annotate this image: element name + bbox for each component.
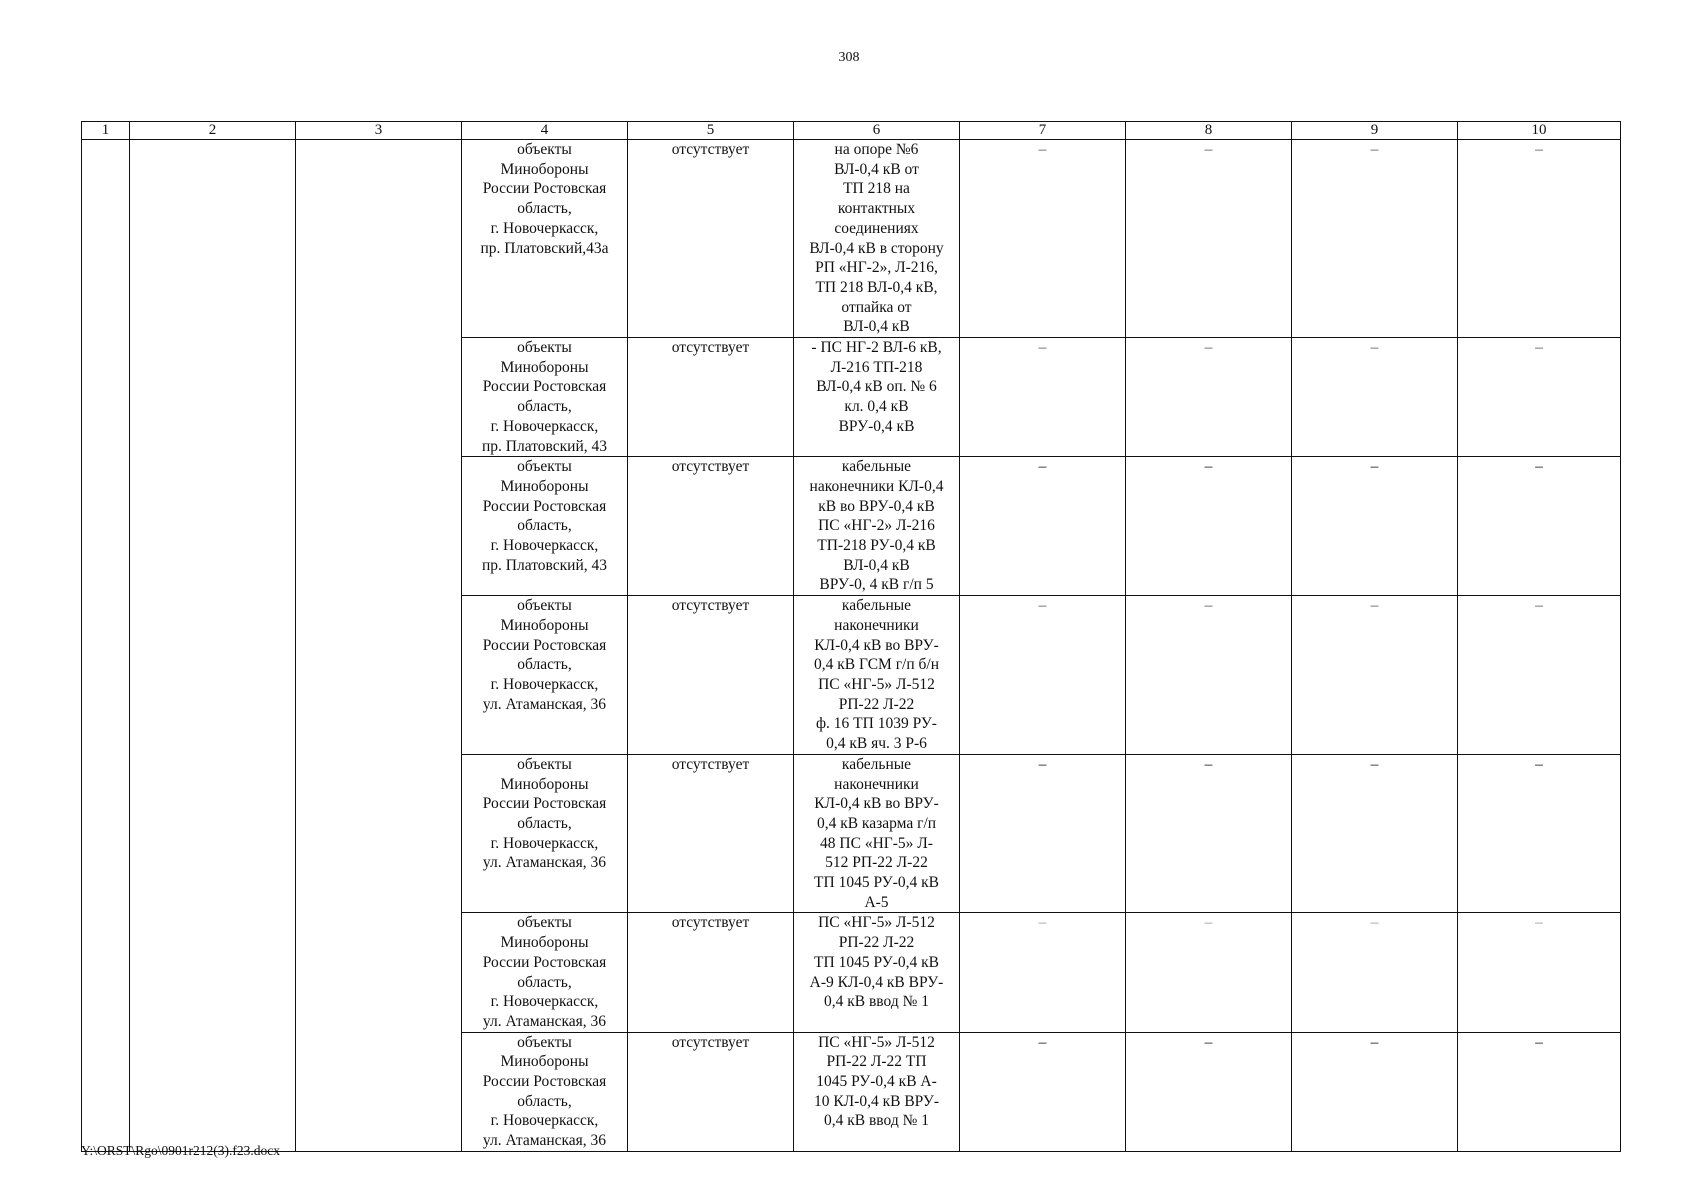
cell-col8: – bbox=[1126, 140, 1292, 338]
column-header: 8 bbox=[1126, 122, 1292, 140]
column-header: 10 bbox=[1458, 122, 1621, 140]
cell-object: объекты Минобороны России Ростовская область, г. Новочеркасск, ул. Атаманская, 36 bbox=[462, 754, 628, 913]
cell-col9: – bbox=[1292, 754, 1458, 913]
column-header: 6 bbox=[794, 122, 960, 140]
cell-status: отсутствует bbox=[628, 338, 794, 457]
cell-object: объекты Минобороны России Ростовская область, г. Новочеркасск, пр. Платовский, 43 bbox=[462, 457, 628, 596]
cell-col10: – bbox=[1458, 457, 1621, 596]
cell-col9: – bbox=[1292, 457, 1458, 596]
cell-col3-merged bbox=[296, 140, 462, 1152]
column-header: 1 bbox=[82, 122, 130, 140]
cell-location: - ПС НГ-2 ВЛ-6 кВ, Л-216 ТП-218 ВЛ-0,4 кВ оп. № 6 кл. 0,4 кВ ВРУ-0,4 кВ bbox=[794, 338, 960, 457]
cell-location: ПС «НГ-5» Л-512 РП-22 Л-22 ТП 1045 РУ-0,4 кВ А-9 КЛ-0,4 кВ ВРУ- 0,4 кВ ввод № 1 bbox=[794, 913, 960, 1032]
file-path-footer: Y:\ORST\Rgo\0901r212(3).f23.docx bbox=[81, 1143, 280, 1158]
cell-col7: – bbox=[960, 596, 1126, 755]
cell-col10: – bbox=[1458, 1032, 1621, 1151]
cell-status: отсутствует bbox=[628, 1032, 794, 1151]
cell-col7: – bbox=[960, 457, 1126, 596]
cell-col10: – bbox=[1458, 338, 1621, 457]
cell-col9: – bbox=[1292, 338, 1458, 457]
cell-col7: – bbox=[960, 913, 1126, 1032]
cell-object: объекты Минобороны России Ростовская область, г. Новочеркасск, пр. Платовский, 43 bbox=[462, 338, 628, 457]
cell-object: объекты Минобороны России Ростовская область, г. Новочеркасск, пр. Платовский,43а bbox=[462, 140, 628, 338]
cell-col1-merged bbox=[82, 140, 130, 1152]
column-header: 9 bbox=[1292, 122, 1458, 140]
cell-col8: – bbox=[1126, 338, 1292, 457]
page-number: 308 bbox=[838, 50, 860, 65]
cell-col10: – bbox=[1458, 140, 1621, 338]
cell-col10: – bbox=[1458, 913, 1621, 1032]
cell-col10: – bbox=[1458, 596, 1621, 755]
cell-col9: – bbox=[1292, 1032, 1458, 1151]
cell-location: кабельные наконечники КЛ-0,4 кВ во ВРУ- 0,4 кВ ГСМ г/п б/н ПС «НГ-5» Л-512 РП-22 Л-22 ф. 16 ТП 1039 РУ- 0,4 кВ яч. 3 Р-6 bbox=[794, 596, 960, 755]
column-header: 2 bbox=[130, 122, 296, 140]
cell-col2-merged bbox=[130, 140, 296, 1152]
cell-col8: – bbox=[1126, 457, 1292, 596]
cell-col9: – bbox=[1292, 913, 1458, 1032]
cell-object: объекты Минобороны России Ростовская область, г. Новочеркасск, ул. Атаманская, 36 bbox=[462, 913, 628, 1032]
column-header: 5 bbox=[628, 122, 794, 140]
cell-status: отсутствует bbox=[628, 457, 794, 596]
cell-object: объекты Минобороны России Ростовская область, г. Новочеркасск, ул. Атаманская, 36 bbox=[462, 596, 628, 755]
cell-col8: – bbox=[1126, 596, 1292, 755]
cell-col8: – bbox=[1126, 1032, 1292, 1151]
cell-location: на опоре №6 ВЛ-0,4 кВ от ТП 218 на контактных соединениях ВЛ-0,4 кВ в сторону РП «НГ-2», Л-216, ТП 218 ВЛ-0,4 кВ, отпайка от ВЛ-0,4 кВ bbox=[794, 140, 960, 338]
cell-col9: – bbox=[1292, 596, 1458, 755]
cell-col7: – bbox=[960, 754, 1126, 913]
cell-col8: – bbox=[1126, 913, 1292, 1032]
cell-col10: – bbox=[1458, 754, 1621, 913]
table-row bbox=[82, 140, 1621, 338]
cell-col9: – bbox=[1292, 140, 1458, 338]
cell-col7: – bbox=[960, 1032, 1126, 1151]
table-header-row bbox=[82, 122, 1621, 140]
cell-col7: – bbox=[960, 338, 1126, 457]
cell-status: отсутствует bbox=[628, 596, 794, 755]
column-header: 7 bbox=[960, 122, 1126, 140]
cell-col8: – bbox=[1126, 754, 1292, 913]
cell-location: кабельные наконечники КЛ-0,4 кВ во ВРУ- 0,4 кВ казарма г/п 48 ПС «НГ-5» Л- 512 РП-22 Л-22 ТП 1045 РУ-0,4 кВ А-5 bbox=[794, 754, 960, 913]
cell-status: отсутствует bbox=[628, 754, 794, 913]
cell-status: отсутствует bbox=[628, 913, 794, 1032]
column-header: 3 bbox=[296, 122, 462, 140]
document-table bbox=[81, 121, 1621, 1152]
cell-location: ПС «НГ-5» Л-512 РП-22 Л-22 ТП 1045 РУ-0,4 кВ А- 10 КЛ-0,4 кВ ВРУ- 0,4 кВ ввод № 1 bbox=[794, 1032, 960, 1151]
cell-status: отсутствует bbox=[628, 140, 794, 338]
cell-object: объекты Минобороны России Ростовская область, г. Новочеркасск, ул. Атаманская, 36 bbox=[462, 1032, 628, 1151]
cell-col7: – bbox=[960, 140, 1126, 338]
cell-location: кабельные наконечники КЛ-0,4 кВ во ВРУ-0,4 кВ ПС «НГ-2» Л-216 ТП-218 РУ-0,4 кВ ВЛ-0,4 кВ ВРУ-0, 4 кВ г/п 5 bbox=[794, 457, 960, 596]
column-header: 4 bbox=[462, 122, 628, 140]
